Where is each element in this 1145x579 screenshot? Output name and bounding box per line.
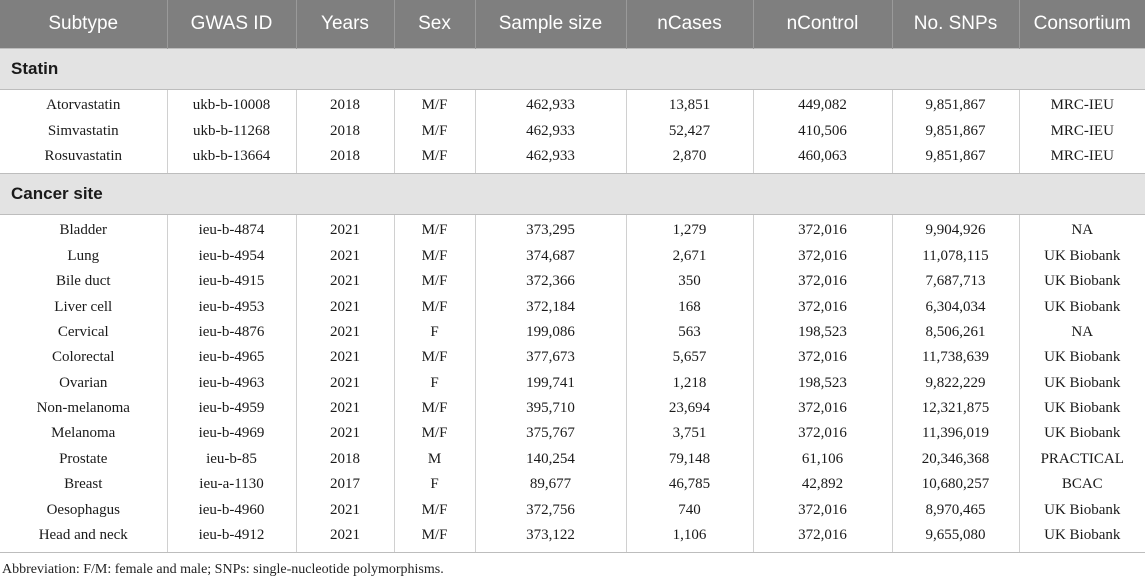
- table-cell: Head and neck: [0, 523, 167, 553]
- table-cell: MRC-IEU: [1050, 97, 1114, 114]
- table-cell: 140,254: [475, 447, 626, 472]
- column-header: Subtype: [0, 0, 167, 49]
- table-cell: 2021: [296, 269, 394, 294]
- table-cell: 2021: [296, 320, 394, 345]
- table-row: [0, 523, 1145, 553]
- table-cell: UK Biobank: [1044, 247, 1121, 264]
- table-header: [0, 0, 1145, 49]
- table-cell: ieu-b-4912: [167, 523, 296, 553]
- table-body: [0, 49, 1145, 553]
- table-cell: 52,427: [626, 118, 753, 143]
- table-cell: 79,148: [626, 447, 753, 472]
- table-cell: 2018: [296, 144, 394, 174]
- table-cell: ukb-b-10008: [167, 90, 296, 119]
- table-cell: ieu-b-4969: [167, 421, 296, 446]
- table-cell: UK Biobank: [1044, 425, 1121, 442]
- table-cell: Cervical: [0, 320, 167, 345]
- table-cell: UK Biobank: [1044, 374, 1121, 391]
- table-cell: UK Biobank: [1044, 349, 1121, 366]
- table-cell: 2021: [296, 371, 394, 396]
- table-cell: ieu-b-4876: [167, 320, 296, 345]
- table-cell: 42,892: [753, 472, 892, 497]
- table-cell: Breast: [0, 472, 167, 497]
- table-cell: M/F: [394, 244, 475, 269]
- table-cell: 373,295: [475, 215, 626, 244]
- table-cell: 410,506: [753, 118, 892, 143]
- table-cell: M/F: [394, 523, 475, 553]
- table-cell: F: [394, 472, 475, 497]
- table-cell: 372,366: [475, 269, 626, 294]
- table-cell: 1,218: [626, 371, 753, 396]
- table-cell: M: [394, 447, 475, 472]
- column-header: Consortium: [1019, 0, 1145, 49]
- table-cell: 350: [626, 269, 753, 294]
- table-cell: NA: [1071, 323, 1094, 340]
- section-title: Cancer site: [0, 174, 1145, 215]
- table-cell: 3,751: [626, 421, 753, 446]
- table-cell: UK Biobank: [1044, 298, 1121, 315]
- table-cell: 372,016: [753, 294, 892, 319]
- table-cell: 372,016: [753, 523, 892, 553]
- table-cell: M/F: [394, 421, 475, 446]
- table-cell: 377,673: [475, 345, 626, 370]
- table-row: [0, 371, 1145, 396]
- table-cell: Atorvastatin: [0, 90, 167, 119]
- table-cell: Colorectal: [0, 345, 167, 370]
- table-cell: 462,933: [475, 118, 626, 143]
- table-cell: 198,523: [753, 320, 892, 345]
- table-cell: 375,767: [475, 421, 626, 446]
- column-header: Sample size: [475, 0, 626, 49]
- table-cell: M/F: [394, 269, 475, 294]
- table-cell: M/F: [394, 396, 475, 421]
- table-cell: ieu-b-4965: [167, 345, 296, 370]
- table-cell: 740: [626, 497, 753, 522]
- table-cell: 8,970,465: [892, 497, 1019, 522]
- table-cell: 9,851,867: [892, 90, 1019, 119]
- table-cell: 61,106: [753, 447, 892, 472]
- table-cell: UK Biobank: [1019, 523, 1145, 553]
- table-cell: 7,687,713: [892, 269, 1019, 294]
- table-cell: 395,710: [475, 396, 626, 421]
- table-cell: 2021: [296, 215, 394, 244]
- table-cell: Ovarian: [0, 371, 167, 396]
- table-cell: ieu-b-4953: [167, 294, 296, 319]
- table-cell: 9,822,229: [892, 371, 1019, 396]
- table-cell: 199,086: [475, 320, 626, 345]
- table-cell: F: [394, 320, 475, 345]
- table-cell: 199,741: [475, 371, 626, 396]
- table-cell: 9,851,867: [892, 118, 1019, 143]
- table-cell: 23,694: [626, 396, 753, 421]
- table-cell: 10,680,257: [892, 472, 1019, 497]
- table-cell: BCAC: [1061, 476, 1103, 493]
- table-cell: 372,016: [753, 396, 892, 421]
- table-row: [0, 269, 1145, 294]
- table-cell: Oesophagus: [0, 497, 167, 522]
- table-cell: 372,016: [753, 269, 892, 294]
- table-cell: 460,063: [753, 144, 892, 174]
- table-cell: ieu-a-1130: [167, 472, 296, 497]
- table-cell: 2021: [296, 523, 394, 553]
- table-cell: ieu-b-4959: [167, 396, 296, 421]
- table-cell: MRC-IEU: [1019, 144, 1145, 174]
- table-row: [0, 447, 1145, 472]
- table-cell: M/F: [394, 118, 475, 143]
- table-cell: UK Biobank: [1044, 501, 1121, 518]
- table-cell: ieu-b-85: [167, 447, 296, 472]
- table-cell: 12,321,875: [892, 396, 1019, 421]
- table-cell: UK Biobank: [1044, 273, 1121, 290]
- column-header: GWAS ID: [167, 0, 296, 49]
- table-cell: 372,016: [753, 215, 892, 244]
- table-cell: 2018: [296, 447, 394, 472]
- table-cell: 372,016: [753, 421, 892, 446]
- table-row: [0, 472, 1145, 497]
- table-row: [0, 396, 1145, 421]
- table-cell: 373,122: [475, 523, 626, 553]
- table-cell: MRC-IEU: [1050, 122, 1114, 139]
- table-cell: UK Biobank: [1044, 400, 1121, 417]
- table-row: [0, 144, 1145, 174]
- table-row: [0, 118, 1145, 143]
- table-cell: 8,506,261: [892, 320, 1019, 345]
- table-cell: 46,785: [626, 472, 753, 497]
- table-cell: 2021: [296, 345, 394, 370]
- table-cell: 462,933: [475, 90, 626, 119]
- table-cell: 1,279: [626, 215, 753, 244]
- table-cell: 2021: [296, 497, 394, 522]
- table-cell: M/F: [394, 90, 475, 119]
- table-footnote: Abbreviation: F/M: female and male; SNPs: single-nucleotide polymorphisms.: [2, 562, 444, 578]
- table-cell: ieu-b-4915: [167, 269, 296, 294]
- table-cell: M/F: [394, 215, 475, 244]
- table-cell: ukb-b-11268: [167, 118, 296, 143]
- table-row: [0, 421, 1145, 446]
- table-cell: F: [394, 371, 475, 396]
- table-cell: 2021: [296, 396, 394, 421]
- table-cell: ieu-b-4963: [167, 371, 296, 396]
- section-header-row: [0, 174, 1145, 215]
- table-cell: M/F: [394, 497, 475, 522]
- table-cell: 6,304,034: [892, 294, 1019, 319]
- table-cell: 449,082: [753, 90, 892, 119]
- table-cell: 2,870: [626, 144, 753, 174]
- table-row: [0, 244, 1145, 269]
- table-cell: Non-melanoma: [0, 396, 167, 421]
- table-cell: Liver cell: [0, 294, 167, 319]
- section-title: Statin: [0, 49, 1145, 90]
- table-cell: 20,346,368: [892, 447, 1019, 472]
- table-cell: 89,677: [475, 472, 626, 497]
- table-cell: 11,738,639: [892, 345, 1019, 370]
- table-cell: M/F: [394, 144, 475, 174]
- table-cell: NA: [1071, 222, 1094, 239]
- table-cell: Prostate: [0, 447, 167, 472]
- table-cell: 168: [626, 294, 753, 319]
- table-cell: 1,106: [626, 523, 753, 553]
- table-cell: 372,756: [475, 497, 626, 522]
- column-header: No. SNPs: [892, 0, 1019, 49]
- table-cell: PRACTICAL: [1040, 450, 1124, 467]
- table-cell: 9,851,867: [892, 144, 1019, 174]
- table-cell: 563: [626, 320, 753, 345]
- table-cell: 2021: [296, 421, 394, 446]
- table-cell: 2021: [296, 294, 394, 319]
- table-cell: 13,851: [626, 90, 753, 119]
- table-row: [0, 90, 1145, 119]
- table-cell: 11,078,115: [892, 244, 1019, 269]
- table-cell: 198,523: [753, 371, 892, 396]
- table-cell: 372,016: [753, 244, 892, 269]
- column-header: Years: [296, 0, 394, 49]
- table-cell: M/F: [394, 294, 475, 319]
- table-cell: Bladder: [0, 215, 167, 244]
- table-cell: 9,655,080: [892, 523, 1019, 553]
- table-row: [0, 497, 1145, 522]
- table-cell: Melanoma: [0, 421, 167, 446]
- table-cell: ieu-b-4960: [167, 497, 296, 522]
- section-header-row: [0, 49, 1145, 90]
- table-cell: ieu-b-4874: [167, 215, 296, 244]
- table-cell: 5,657: [626, 345, 753, 370]
- table-cell: 9,904,926: [892, 215, 1019, 244]
- table-cell: 372,016: [753, 345, 892, 370]
- table-cell: 11,396,019: [892, 421, 1019, 446]
- table-row: [0, 294, 1145, 319]
- table-cell: Lung: [0, 244, 167, 269]
- table-cell: ukb-b-13664: [167, 144, 296, 174]
- table-cell: 2018: [296, 90, 394, 119]
- column-header: Sex: [394, 0, 475, 49]
- table-cell: Bile duct: [0, 269, 167, 294]
- table-cell: 372,016: [753, 497, 892, 522]
- table-cell: M/F: [394, 345, 475, 370]
- table-cell: Rosuvastatin: [0, 144, 167, 174]
- table-cell: 374,687: [475, 244, 626, 269]
- table-cell: 2018: [296, 118, 394, 143]
- table-row: [0, 345, 1145, 370]
- table-cell: ieu-b-4954: [167, 244, 296, 269]
- table-cell: 372,184: [475, 294, 626, 319]
- table-row: [0, 215, 1145, 244]
- column-header: nCases: [626, 0, 753, 49]
- table-cell: 2021: [296, 244, 394, 269]
- column-header: nControl: [753, 0, 892, 49]
- table-cell: 462,933: [475, 144, 626, 174]
- table-cell: 2,671: [626, 244, 753, 269]
- table-row: [0, 320, 1145, 345]
- header-row: [0, 0, 1145, 49]
- table-cell: Simvastatin: [0, 118, 167, 143]
- table-cell: 2017: [296, 472, 394, 497]
